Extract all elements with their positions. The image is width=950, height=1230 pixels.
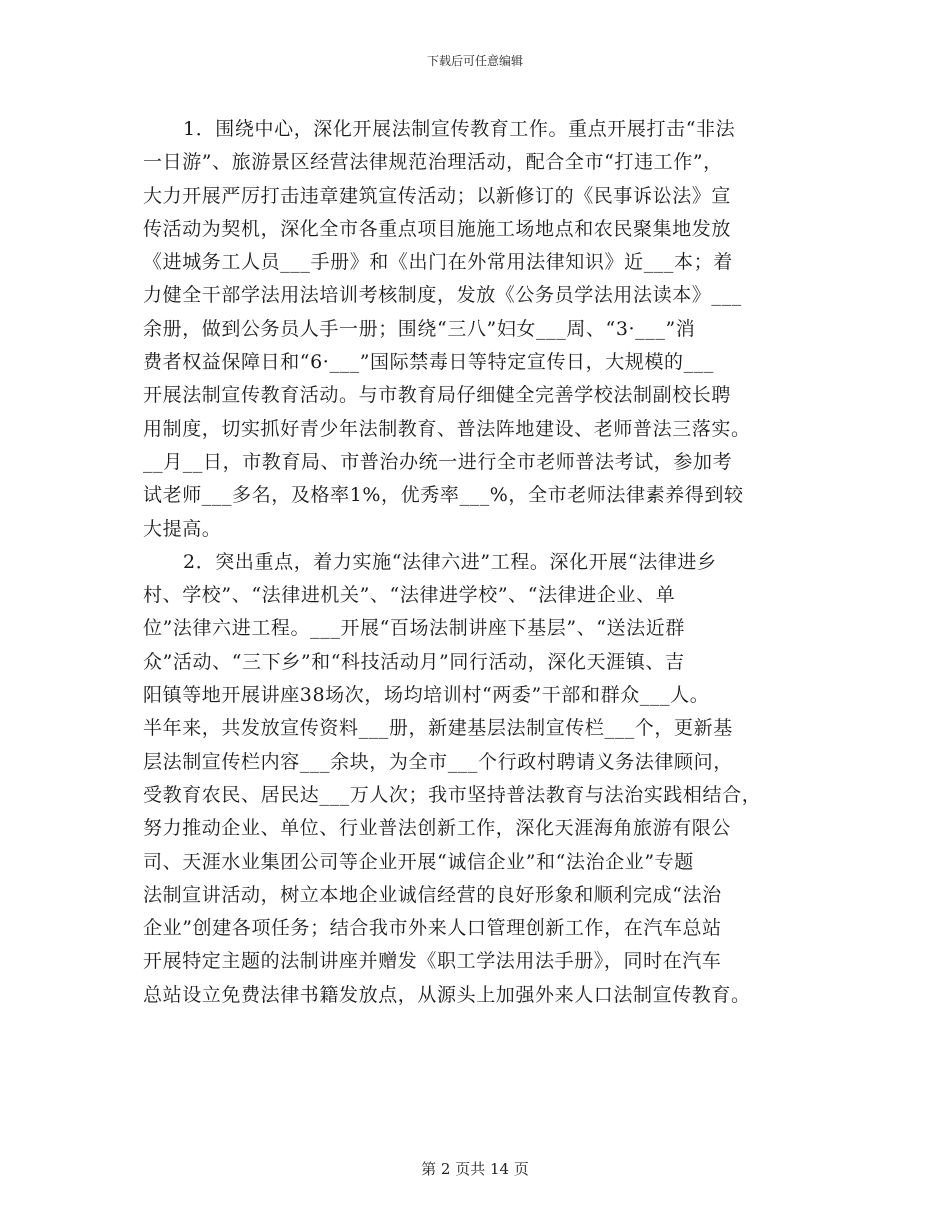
document-body: [143, 113, 815, 1079]
text-line: 2．突出重点，着力实施“法律六进”工程。深化开展“法律进乡: [183, 550, 717, 573]
text-line: 开展法制宣传教育活动。与市教育局仔细健全完善学校法制副校长聘: [143, 384, 732, 407]
text-line: [143, 1045, 815, 1078]
text-line: 余册，做到公务员人手一册；围绕“三八”妇女___周、“3·___”消: [143, 317, 696, 340]
text-line: 半年来，共发放宣传资料___册，新建基层法制宣传栏___个，更新基: [143, 717, 733, 740]
text-line: 阳镇等地开展讲座38场次，场均培训村“两委”干部和群众___人。: [143, 684, 710, 707]
text-line: 1．围绕中心，深化开展法制宣传教育工作。重点开展打击“非法: [183, 118, 736, 140]
paragraph-1: [143, 113, 815, 546]
text-line: 众”活动、“三下乡”和“科技活动月”同行活动，深化天涯镇、吉: [143, 650, 685, 673]
text-line: [143, 1012, 815, 1045]
text-line: 费者权益保障日和“6·___”国际禁毒日等特定宣传日，大规模的___: [143, 351, 714, 374]
text-line: 试老师___多名，及格率1%，优秀率___%，全市老师法律素养得到较: [143, 484, 744, 507]
paragraph-2: [143, 546, 815, 1079]
text-line: 努力推动企业、单位、行业普法创新工作，深化天涯海角旅游有限公: [143, 817, 732, 840]
text-line: 企业”创建各项任务；结合我市外来人口管理创新工作，在汽车总站: [143, 917, 722, 940]
text-line: __月__日，市教育局、市普治办统一进行全市老师普法考试，参加考: [143, 450, 733, 473]
text-line: 司、天涯水业集团公司等企业开展“诚信企业”和“法治企业”专题: [143, 850, 694, 873]
text-line: 总站设立免费法律书籍发放点，从源头上加强外来人口法制宣传教育。: [143, 983, 751, 1006]
text-line: 用制度，切实抓好青少年法制教育、普法阵地建设、老师普法三落实。: [143, 417, 751, 440]
page-number: 第 2 页共 14 页: [421, 1160, 529, 1178]
text-line: 一日游”、旅游景区经营法律规范治理活动，配合全市“打违工作”，: [143, 151, 723, 174]
text-line: 层法制宣传栏内容___余块，为全市___个行政村聘请义务法律顾问，: [143, 750, 733, 773]
text-line: 受教育农民、居民达___万人次；我市坚持普法教育与法治实践相结合，: [143, 783, 762, 806]
text-line: 大提高。: [143, 517, 222, 540]
text-line: 力健全干部学法用法培训考核制度，发放《公务员学法用法读本》___: [143, 284, 742, 307]
page-header: 下载后可任意编辑: [426, 54, 523, 68]
text-line: 《进城务工人员___手册》和《出门在外常用法律知识》近___本；着: [143, 251, 733, 274]
text-line: 传活动为契机，深化全市各重点项目施施工场地点和农民聚集地发放: [143, 217, 732, 240]
text-line: 村、学校”、“法律进机关”、“法律进学校”、“法律进企业、单: [143, 584, 676, 607]
text-line: 位”法律六进工程。___开展“百场法制讲座下基层”、“送法近群: [143, 617, 685, 640]
text-line: 开展特定主题的法制讲座并赠发《职工学法用法手册》，同时在汽车: [143, 950, 722, 973]
text-line: 法制宣讲活动，树立本地企业诚信经营的良好形象和顺利完成“法治: [143, 883, 722, 906]
text-line: 大力开展严厉打击违章建筑宣传活动；以新修订的《民事诉讼法》宣: [143, 184, 732, 207]
